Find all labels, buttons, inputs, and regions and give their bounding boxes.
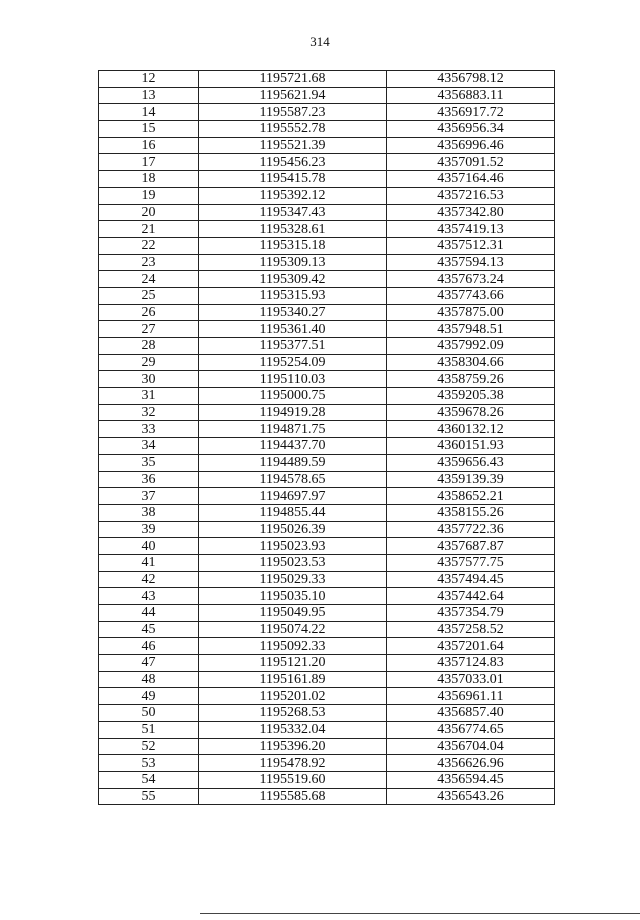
table-row	[99, 738, 555, 755]
table-row	[99, 521, 555, 538]
table-row	[99, 321, 555, 338]
table-row	[99, 655, 555, 672]
point-number-cell: 26	[99, 304, 199, 321]
y-coordinate-cell: 4358304.66	[387, 354, 555, 371]
table-row	[99, 187, 555, 204]
x-coordinate-cell: 1195585.68	[199, 788, 387, 805]
y-coordinate-cell: 4360151.93	[387, 438, 555, 455]
y-coordinate-cell: 4359678.26	[387, 404, 555, 421]
table-row	[99, 638, 555, 655]
y-coordinate-cell: 4357577.75	[387, 554, 555, 571]
x-coordinate-cell: 1194489.59	[199, 454, 387, 471]
y-coordinate-cell: 4356883.11	[387, 87, 555, 104]
table-row	[99, 771, 555, 788]
point-number-cell: 20	[99, 204, 199, 221]
y-coordinate-cell: 4356774.65	[387, 721, 555, 738]
table-row	[99, 237, 555, 254]
x-coordinate-cell: 1195023.53	[199, 554, 387, 571]
y-coordinate-cell: 4357594.13	[387, 254, 555, 271]
point-number-cell: 39	[99, 521, 199, 538]
y-coordinate-cell: 4357354.79	[387, 605, 555, 622]
table-row	[99, 338, 555, 355]
y-coordinate-cell: 4357258.52	[387, 621, 555, 638]
x-coordinate-cell: 1195268.53	[199, 705, 387, 722]
table-row	[99, 104, 555, 121]
table-row	[99, 354, 555, 371]
table-row	[99, 488, 555, 505]
y-coordinate-cell: 4357442.64	[387, 588, 555, 605]
table-row	[99, 171, 555, 188]
table-row	[99, 271, 555, 288]
point-number-cell: 54	[99, 771, 199, 788]
y-coordinate-cell: 4359139.39	[387, 471, 555, 488]
x-coordinate-cell: 1195415.78	[199, 171, 387, 188]
x-coordinate-cell: 1195315.93	[199, 287, 387, 304]
point-number-cell: 27	[99, 321, 199, 338]
x-coordinate-cell: 1195521.39	[199, 137, 387, 154]
x-coordinate-cell: 1195026.39	[199, 521, 387, 538]
table-row	[99, 154, 555, 171]
table-row	[99, 421, 555, 438]
point-number-cell: 53	[99, 755, 199, 772]
coordinates-table-body	[99, 71, 555, 805]
x-coordinate-cell: 1195552.78	[199, 121, 387, 138]
x-coordinate-cell: 1194919.28	[199, 404, 387, 421]
table-row	[99, 371, 555, 388]
x-coordinate-cell: 1195377.51	[199, 338, 387, 355]
point-number-cell: 29	[99, 354, 199, 371]
point-number-cell: 45	[99, 621, 199, 638]
x-coordinate-cell: 1195309.42	[199, 271, 387, 288]
y-coordinate-cell: 4357033.01	[387, 671, 555, 688]
point-number-cell: 37	[99, 488, 199, 505]
point-number-cell: 22	[99, 237, 199, 254]
table-row	[99, 254, 555, 271]
x-coordinate-cell: 1195621.94	[199, 87, 387, 104]
x-coordinate-cell: 1195519.60	[199, 771, 387, 788]
y-coordinate-cell: 4358155.26	[387, 504, 555, 521]
point-number-cell: 19	[99, 187, 199, 204]
point-number-cell: 14	[99, 104, 199, 121]
y-coordinate-cell: 4356798.12	[387, 71, 555, 88]
point-number-cell: 30	[99, 371, 199, 388]
table-row	[99, 671, 555, 688]
point-number-cell: 36	[99, 471, 199, 488]
y-coordinate-cell: 4357875.00	[387, 304, 555, 321]
x-coordinate-cell: 1195456.23	[199, 154, 387, 171]
x-coordinate-cell: 1195587.23	[199, 104, 387, 121]
y-coordinate-cell: 4357743.66	[387, 287, 555, 304]
point-number-cell: 38	[99, 504, 199, 521]
point-number-cell: 51	[99, 721, 199, 738]
y-coordinate-cell: 4357722.36	[387, 521, 555, 538]
table-row	[99, 287, 555, 304]
point-number-cell: 17	[99, 154, 199, 171]
point-number-cell: 33	[99, 421, 199, 438]
y-coordinate-cell: 4357512.31	[387, 237, 555, 254]
y-coordinate-cell: 4357687.87	[387, 538, 555, 555]
x-coordinate-cell: 1195035.10	[199, 588, 387, 605]
table-row	[99, 571, 555, 588]
point-number-cell: 24	[99, 271, 199, 288]
y-coordinate-cell: 4356857.40	[387, 705, 555, 722]
point-number-cell: 18	[99, 171, 199, 188]
x-coordinate-cell: 1195478.92	[199, 755, 387, 772]
table-row	[99, 538, 555, 555]
y-coordinate-cell: 4356626.96	[387, 755, 555, 772]
table-row	[99, 304, 555, 321]
y-coordinate-cell: 4356961.11	[387, 688, 555, 705]
point-number-cell: 28	[99, 338, 199, 355]
x-coordinate-cell: 1195332.04	[199, 721, 387, 738]
point-number-cell: 12	[99, 71, 199, 88]
point-number-cell: 44	[99, 605, 199, 622]
table-row	[99, 87, 555, 104]
table-row	[99, 388, 555, 405]
point-number-cell: 47	[99, 655, 199, 672]
point-number-cell: 42	[99, 571, 199, 588]
y-coordinate-cell: 4357948.51	[387, 321, 555, 338]
point-number-cell: 32	[99, 404, 199, 421]
table-row	[99, 404, 555, 421]
y-coordinate-cell: 4357992.09	[387, 338, 555, 355]
point-number-cell: 49	[99, 688, 199, 705]
y-coordinate-cell: 4358652.21	[387, 488, 555, 505]
x-coordinate-cell: 1195309.13	[199, 254, 387, 271]
point-number-cell: 13	[99, 87, 199, 104]
x-coordinate-cell: 1195121.20	[199, 655, 387, 672]
y-coordinate-cell: 4356996.46	[387, 137, 555, 154]
point-number-cell: 50	[99, 705, 199, 722]
table-row	[99, 204, 555, 221]
y-coordinate-cell: 4357201.64	[387, 638, 555, 655]
table-row	[99, 438, 555, 455]
y-coordinate-cell: 4358759.26	[387, 371, 555, 388]
x-coordinate-cell: 1194578.65	[199, 471, 387, 488]
table-row	[99, 788, 555, 805]
x-coordinate-cell: 1195315.18	[199, 237, 387, 254]
y-coordinate-cell: 4357091.52	[387, 154, 555, 171]
x-coordinate-cell: 1194437.70	[199, 438, 387, 455]
table-row	[99, 705, 555, 722]
x-coordinate-cell: 1195254.09	[199, 354, 387, 371]
y-coordinate-cell: 4356917.72	[387, 104, 555, 121]
x-coordinate-cell: 1194871.75	[199, 421, 387, 438]
y-coordinate-cell: 4356704.04	[387, 738, 555, 755]
point-number-cell: 52	[99, 738, 199, 755]
x-coordinate-cell: 1195000.75	[199, 388, 387, 405]
point-number-cell: 35	[99, 454, 199, 471]
x-coordinate-cell: 1195092.33	[199, 638, 387, 655]
y-coordinate-cell: 4357673.24	[387, 271, 555, 288]
x-coordinate-cell: 1195161.89	[199, 671, 387, 688]
point-number-cell: 21	[99, 221, 199, 238]
y-coordinate-cell: 4357216.53	[387, 187, 555, 204]
x-coordinate-cell: 1195029.33	[199, 571, 387, 588]
point-number-cell: 43	[99, 588, 199, 605]
table-row	[99, 605, 555, 622]
point-number-cell: 15	[99, 121, 199, 138]
y-coordinate-cell: 4357342.80	[387, 204, 555, 221]
point-number-cell: 46	[99, 638, 199, 655]
x-coordinate-cell: 1195110.03	[199, 371, 387, 388]
x-coordinate-cell: 1195049.95	[199, 605, 387, 622]
x-coordinate-cell: 1195023.93	[199, 538, 387, 555]
table-row	[99, 554, 555, 571]
x-coordinate-cell: 1195340.27	[199, 304, 387, 321]
point-number-cell: 16	[99, 137, 199, 154]
y-coordinate-cell: 4357124.83	[387, 655, 555, 672]
x-coordinate-cell: 1194697.97	[199, 488, 387, 505]
y-coordinate-cell: 4359656.43	[387, 454, 555, 471]
point-number-cell: 55	[99, 788, 199, 805]
point-number-cell: 48	[99, 671, 199, 688]
y-coordinate-cell: 4357164.46	[387, 171, 555, 188]
page-number: 314	[310, 34, 330, 49]
table-row	[99, 71, 555, 88]
x-coordinate-cell: 1195328.61	[199, 221, 387, 238]
table-row	[99, 721, 555, 738]
point-number-cell: 25	[99, 287, 199, 304]
table-row	[99, 454, 555, 471]
table-row	[99, 621, 555, 638]
y-coordinate-cell: 4356956.34	[387, 121, 555, 138]
x-coordinate-cell: 1195201.02	[199, 688, 387, 705]
x-coordinate-cell: 1195361.40	[199, 321, 387, 338]
x-coordinate-cell: 1195347.43	[199, 204, 387, 221]
table-row	[99, 504, 555, 521]
table-row	[99, 471, 555, 488]
table-row	[99, 588, 555, 605]
table-row	[99, 121, 555, 138]
point-number-cell: 34	[99, 438, 199, 455]
table-row	[99, 137, 555, 154]
table-row	[99, 221, 555, 238]
y-coordinate-cell: 4357419.13	[387, 221, 555, 238]
x-coordinate-cell: 1195074.22	[199, 621, 387, 638]
y-coordinate-cell: 4359205.38	[387, 388, 555, 405]
point-number-cell: 31	[99, 388, 199, 405]
x-coordinate-cell: 1195392.12	[199, 187, 387, 204]
y-coordinate-cell: 4360132.12	[387, 421, 555, 438]
table-row	[99, 755, 555, 772]
coordinates-table	[98, 70, 555, 805]
point-number-cell: 40	[99, 538, 199, 555]
table-row	[99, 688, 555, 705]
y-coordinate-cell: 4356543.26	[387, 788, 555, 805]
x-coordinate-cell: 1195721.68	[199, 71, 387, 88]
point-number-cell: 41	[99, 554, 199, 571]
y-coordinate-cell: 4356594.45	[387, 771, 555, 788]
point-number-cell: 23	[99, 254, 199, 271]
x-coordinate-cell: 1194855.44	[199, 504, 387, 521]
x-coordinate-cell: 1195396.20	[199, 738, 387, 755]
y-coordinate-cell: 4357494.45	[387, 571, 555, 588]
bottom-edge-line	[200, 913, 640, 914]
